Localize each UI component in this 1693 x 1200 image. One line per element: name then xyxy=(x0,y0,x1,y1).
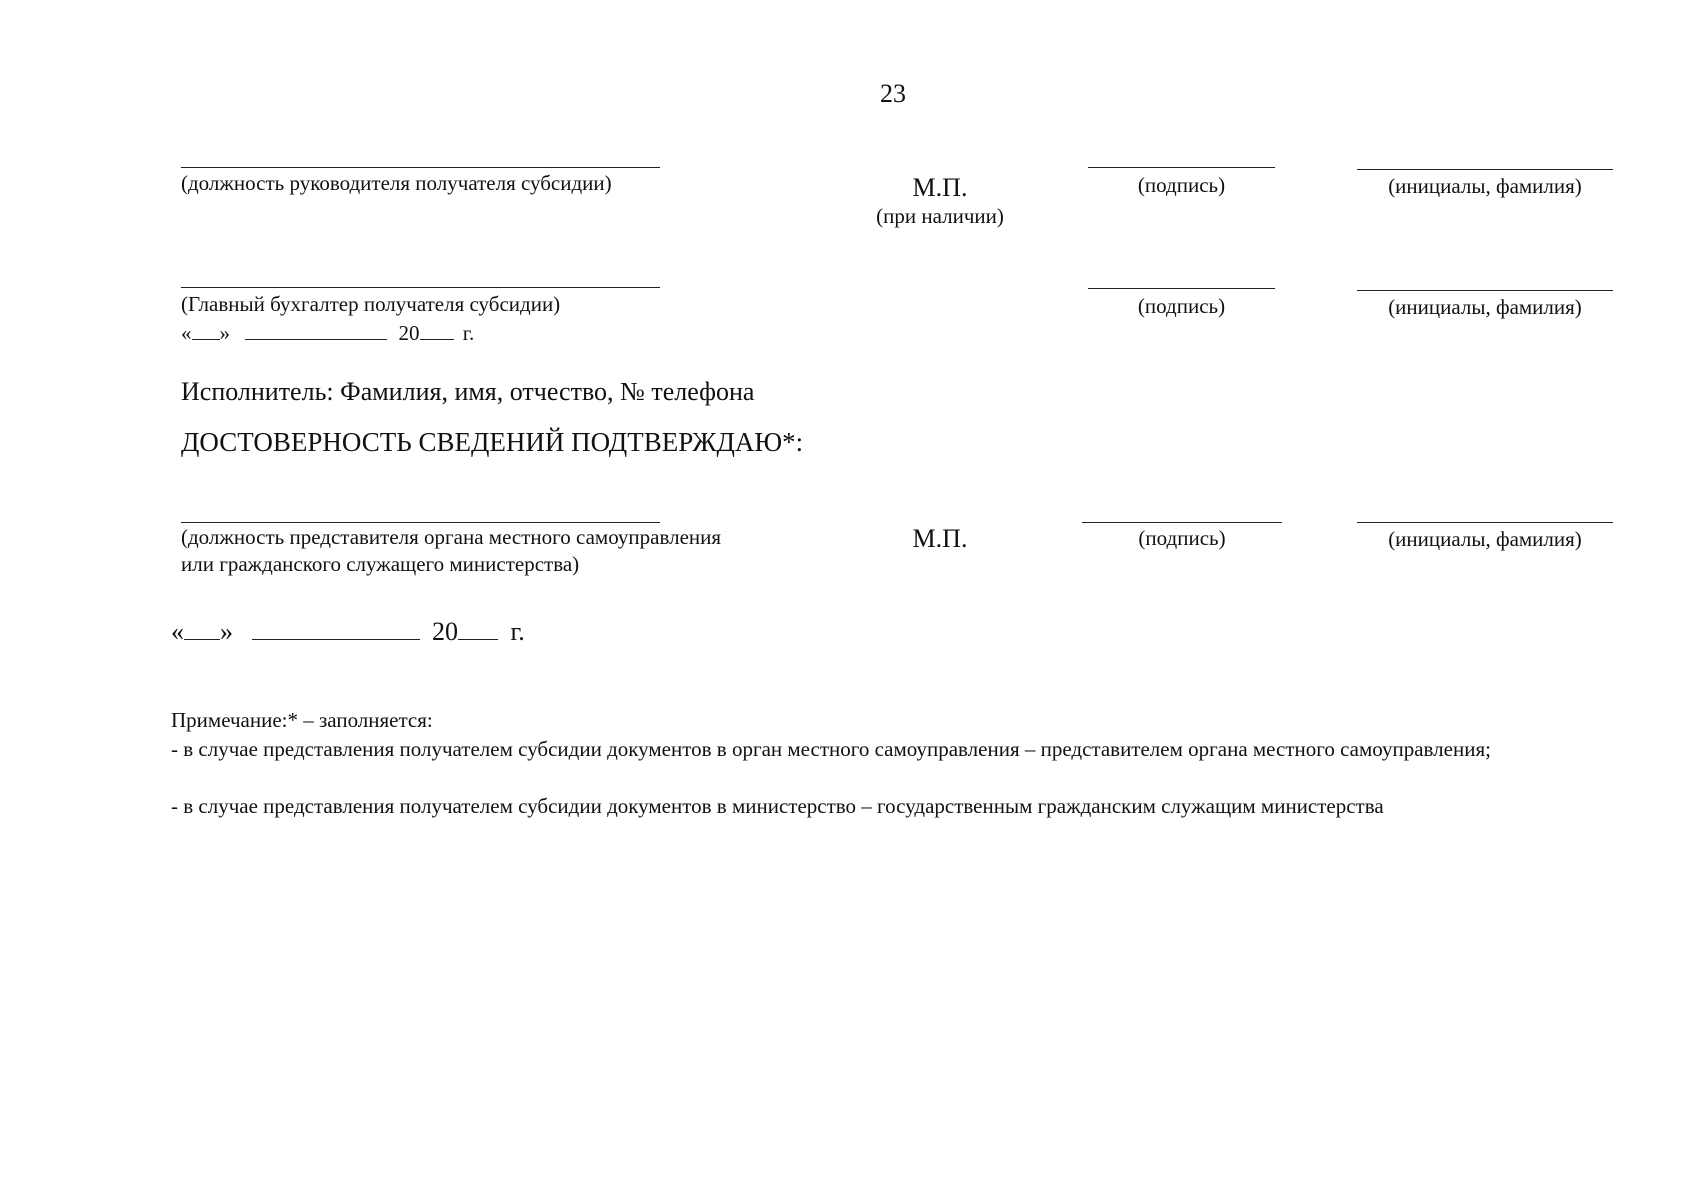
year-prefix-2: 20 xyxy=(432,617,458,646)
day-blank-2[interactable] xyxy=(184,613,220,640)
position-line-2 xyxy=(181,287,660,288)
name-line-1 xyxy=(1357,169,1613,170)
year-blank-2[interactable] xyxy=(458,613,498,640)
position-caption-2: (Главный бухгалтер получателя субсидии) xyxy=(181,292,561,316)
note-item-2: - в случае представления получателем субсидии документов в министерство – государственным гражданским служащим министерства xyxy=(171,794,1384,818)
month-blank-2[interactable] xyxy=(252,613,420,640)
date-close-quote: » xyxy=(219,321,230,345)
date-line-1 xyxy=(181,318,474,346)
year-prefix: 20 xyxy=(398,321,420,345)
signature-caption-2: (подпись) xyxy=(1137,294,1226,318)
signature-caption-1: (подпись) xyxy=(1137,173,1226,197)
day-blank[interactable] xyxy=(192,318,220,340)
date-close-quote-2: » xyxy=(220,617,233,646)
position-caption-3b: или гражданского служащего министерства) xyxy=(181,552,580,576)
year-suffix-2: г. xyxy=(510,617,525,646)
position-line-3 xyxy=(181,522,660,523)
date-open-quote: « xyxy=(181,321,192,345)
stamp-note-1: (при наличии) xyxy=(876,204,1004,228)
date-open-quote-2: « xyxy=(171,617,184,646)
name-line-3 xyxy=(1357,522,1613,523)
stamp-label-3: М.П. xyxy=(912,524,968,553)
name-line-2 xyxy=(1357,290,1613,291)
name-caption-2: (инициалы, фамилия) xyxy=(1388,295,1582,319)
date-line-2 xyxy=(171,613,525,648)
name-caption-3: (инициалы, фамилия) xyxy=(1388,527,1582,551)
position-caption-3a: (должность представителя органа местного самоуправления xyxy=(181,525,722,549)
confirm-heading: ДОСТОВЕРНОСТЬ СВЕДЕНИЙ ПОДТВЕРЖДАЮ*: xyxy=(181,427,804,457)
name-caption-1: (инициалы, фамилия) xyxy=(1388,174,1582,198)
year-blank[interactable] xyxy=(420,318,454,340)
signature-line-3 xyxy=(1082,522,1282,523)
signature-line-2 xyxy=(1088,288,1275,289)
executor-line: Исполнитель: Фамилия, имя, отчество, № телефона xyxy=(181,377,755,406)
position-caption-1: (должность руководителя получателя субсидии) xyxy=(181,171,612,195)
note-item-1: - в случае представления получателем субсидии документов в орган местного самоуправления – представителем органа местного самоуправления; xyxy=(171,737,1491,761)
month-blank[interactable] xyxy=(245,318,387,340)
position-line-1 xyxy=(181,167,660,168)
stamp-label-1: М.П. xyxy=(912,173,968,202)
year-suffix: г. xyxy=(462,321,475,345)
page-number: 23 xyxy=(880,79,906,108)
signature-line-1 xyxy=(1088,167,1275,168)
signature-caption-3: (подпись) xyxy=(1138,526,1226,550)
note-title: Примечание:* – заполняется: xyxy=(171,708,433,732)
